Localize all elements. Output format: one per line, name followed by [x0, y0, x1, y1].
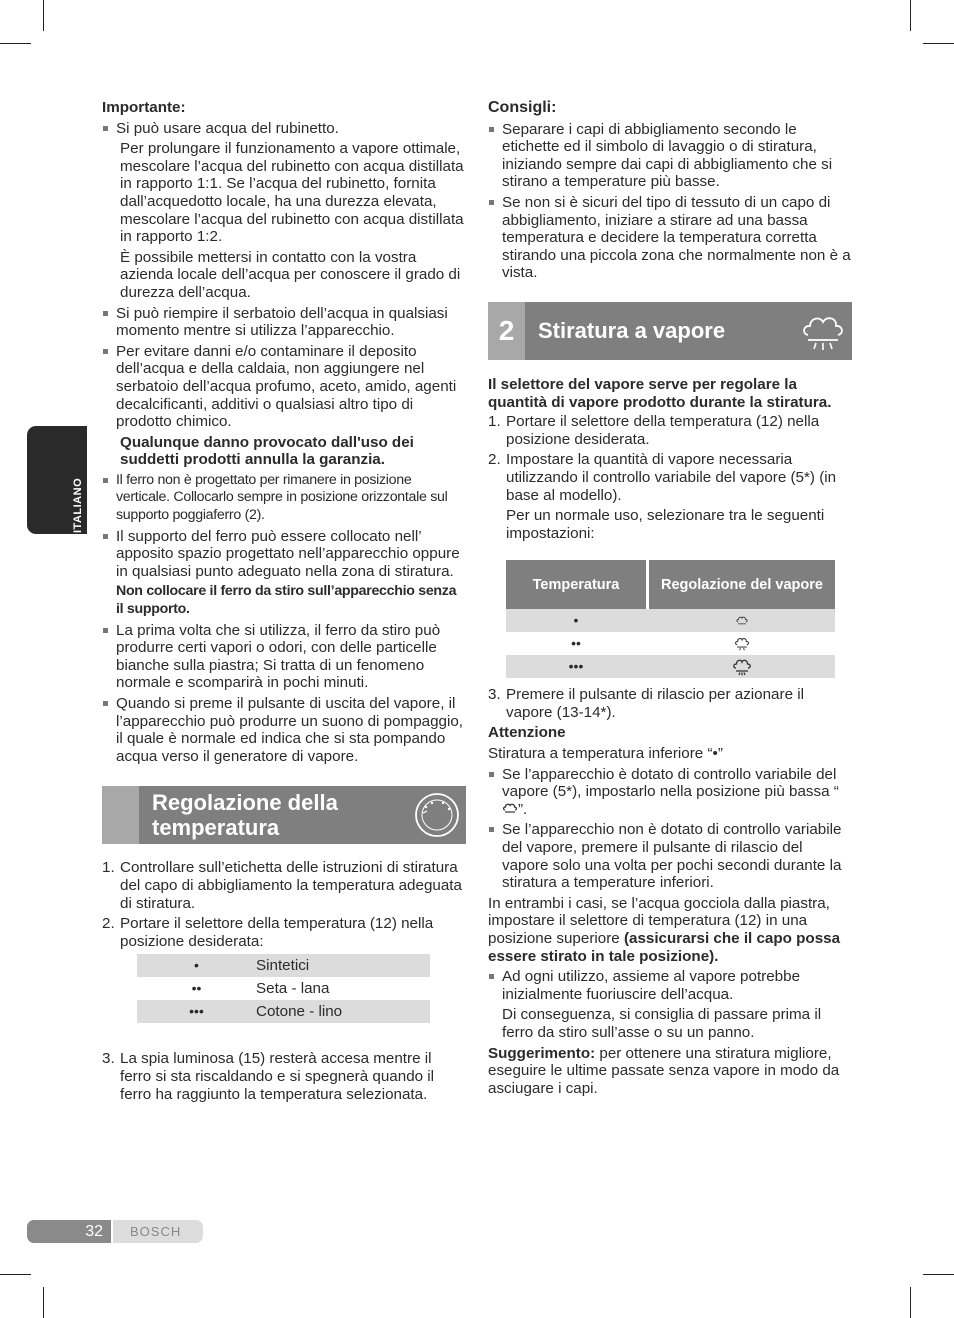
column-header: Regolazione del vapore: [661, 576, 823, 593]
left-column: [102, 99, 466, 1103]
list-item: La prima volta che si utilizza, il ferro da stiro può produrre certi vapori o odori, con delle particelle bianche sulla piastra; Si tratta di un fenomeno normale e scomparirà in pochi minuti.: [102, 622, 466, 692]
steam-icon: [799, 307, 847, 355]
support-warning: Non collocare il ferro da stiro sull’apparecchio senza il supporto.: [116, 583, 457, 618]
page-number: 32: [27, 1220, 111, 1243]
list-item: Per evitare danni e/o contaminare il deposito dell’acqua e della caldaia, non aggiungere nel serbatoio dell’acqua profumo, aceto, amido, agenti decalcificanti, additivi o qualsiasi altro tipo di prodotto chimico.: [102, 343, 466, 431]
crop-mark: [910, 1287, 911, 1318]
table-row: [137, 1000, 430, 1023]
steam-level-3-icon: [732, 657, 752, 676]
temperature-dots: •••: [568, 657, 584, 674]
crop-mark: [0, 1274, 31, 1275]
fabric-label: Sintetici: [256, 957, 310, 975]
language-tab: [27, 426, 87, 534]
steam-level-2-icon: [734, 636, 750, 651]
list-item: Separare i capi di abbigliamento secondo le etichette ed il simbolo di lavaggio o di stiratura, iniziando sempre dai capi di abbigliamento che si stirano a temperature più basse.: [488, 121, 852, 191]
temperature-dots: ••: [191, 980, 202, 997]
steam-setting: [648, 632, 836, 655]
column-header: Temperatura: [506, 560, 648, 609]
paragraph: In entrambi i casi, se l’acqua gocciola dalla piastra, impostare il selettore di temperatura (12) in una posizione superiore (assicurarsi che il capo possa essere stirato in tale posizione).: [488, 894, 841, 965]
crop-mark: [43, 1287, 44, 1318]
section-title: Regolazione della temperatura: [152, 790, 338, 841]
temperature-dots: •: [573, 611, 579, 628]
step-item: 2. Portare il selettore della temperatura (12) nella posizione desiderata:: [102, 915, 434, 950]
step-item: 1. Controllare sull’etichetta delle istruzioni di stiratura del capo di abbigliamento la temperatura adeguata di stiratura.: [102, 859, 462, 912]
table-row: [137, 954, 430, 977]
paragraph: Per un normale uso, selezionare tra le seguenti impostazioni:: [506, 507, 825, 542]
paragraph: Di conseguenza, si consiglia di passare prima il ferro da stiro sull’asse o su un panno.: [502, 1006, 822, 1041]
temperature-table: [137, 954, 430, 1023]
steam-intro: Il selettore del vapore serve per regolare la quantità di vapore prodotto durante la stiratura.: [488, 375, 832, 411]
list-item: Quando si preme il pulsante di uscita del vapore, il l’apparecchio può produrre un suono di pompaggio, il quale è normale ed indica che si sta pompando acqua verso il generatore di vapore.: [102, 695, 466, 765]
list-item: Ad ogni utilizzo, assieme al vapore potrebbe inizialmente fuoriuscire dell’acqua.: [488, 968, 852, 1003]
step-item: 3. Premere il pulsante di rilascio per azionare il vapore (13-14*).: [488, 686, 804, 721]
crop-mark: [923, 43, 954, 44]
attention-heading: Attenzione: [488, 724, 566, 742]
warranty-warning: Qualunque danno provocato dall'uso dei suddetti prodotti annulla la garanzia.: [120, 433, 414, 469]
table-row: [506, 632, 835, 655]
right-column: [488, 99, 852, 1097]
important-heading: Importante:: [102, 99, 186, 116]
crop-mark: [923, 1274, 954, 1275]
list-item: Se non si è sicuri del tipo di tessuto di un capo di abbigliamento, iniziare a stirare ad una bassa temperatura e decidere la temperatura corretta stirando una piccola zona che normalmente non è a vista.: [488, 194, 852, 282]
fabric-label: Cotone - lino: [256, 1003, 343, 1021]
table-row: [137, 977, 430, 1000]
crop-mark: [43, 0, 44, 31]
step-item: 2. Impostare la quantità di vapore necessaria utilizzando il controllo variabile del vapore (5*) (in base al modello).: [488, 451, 837, 504]
temperature-dots: ••: [571, 634, 581, 651]
section-header-temperature: [102, 786, 466, 844]
steam-level-1-icon: [502, 802, 518, 815]
paragraph: Per prolungare il funzionamento a vapore ottimale, mescolare l’acqua del rubinetto con acqua distillata in rapporto 1:1. Se l’acqua del rubinetto, fornita dall’acquedotto locale, ha una durezza elevata, mescolare l’acqua del rubinetto con acqua distillata in rapporto 1:2.: [120, 140, 464, 246]
temperature-dots: •: [194, 957, 199, 974]
paragraph: È possibile mettersi in contatto con la vostra azienda locale dell’acqua per conoscere il grado di durezza dell’acqua.: [120, 248, 461, 301]
crop-mark: [910, 0, 911, 31]
list-item: Il supporto del ferro può essere collocato nell’ apposito spazio progettato nell’apparecchio oppure in qualsiasi punto adeguato nella zona di stiratura.: [102, 528, 466, 581]
paragraph: Stiratura a temperatura inferiore “•”: [488, 745, 723, 763]
steam-level-1-icon: [735, 615, 749, 627]
tips-heading: Consigli:: [488, 99, 557, 116]
list-item: Si può usare acqua del rubinetto.: [102, 120, 466, 138]
section-header-steam: [488, 302, 852, 360]
language-label: ITALIANO: [72, 477, 84, 533]
step-item: 3. La spia luminosa (15) resterà accesa mentre il ferro si sta riscaldando e si spegnerà quando il ferro ha raggiunto la temperatura selezionata.: [102, 1050, 435, 1103]
step-item: 1. Portare il selettore della temperatura (12) nella posizione desiderata.: [488, 413, 820, 448]
steam-setting: [648, 655, 836, 678]
list-item: Il ferro non è progettato per rimanere in posizione verticale. Collocarlo sempre in posizione orizzontale sul supporto poggiaferro (2).: [102, 472, 466, 525]
tip-paragraph: Suggerimento: per ottenere una stiratura migliore, eseguire le ultime passate senza vapore in modo da asciugare i capi.: [488, 1044, 840, 1097]
list-item: Se l’apparecchio non è dotato di controllo variabile del vapore, premere il pulsante di rilascio del vapore solo una volta per pochi secondi durante la stiratura a temperature inferiori.: [488, 821, 852, 891]
list-item: Si può riempire il serbatoio dell’acqua in qualsiasi momento mentre si utilizza l’apparecchio.: [102, 305, 466, 340]
steam-table: [506, 560, 835, 678]
temperature-dots: •••: [189, 1003, 204, 1020]
brand-label: BOSCH: [113, 1220, 203, 1243]
table-row: [506, 609, 835, 632]
section-number: 2: [488, 302, 525, 360]
section-tab: [102, 786, 139, 844]
crop-mark: [0, 43, 31, 44]
fabric-label: Seta - lana: [256, 980, 330, 998]
section-title: Stiratura a vapore: [538, 317, 726, 343]
steam-setting: [648, 609, 836, 632]
temperature-dial-icon: [413, 791, 461, 839]
list-item: Se l’apparecchio è dotato di controllo variabile del vapore (5*), impostarlo nella posizione più bassa “”.: [488, 766, 852, 819]
table-row: [506, 655, 835, 678]
